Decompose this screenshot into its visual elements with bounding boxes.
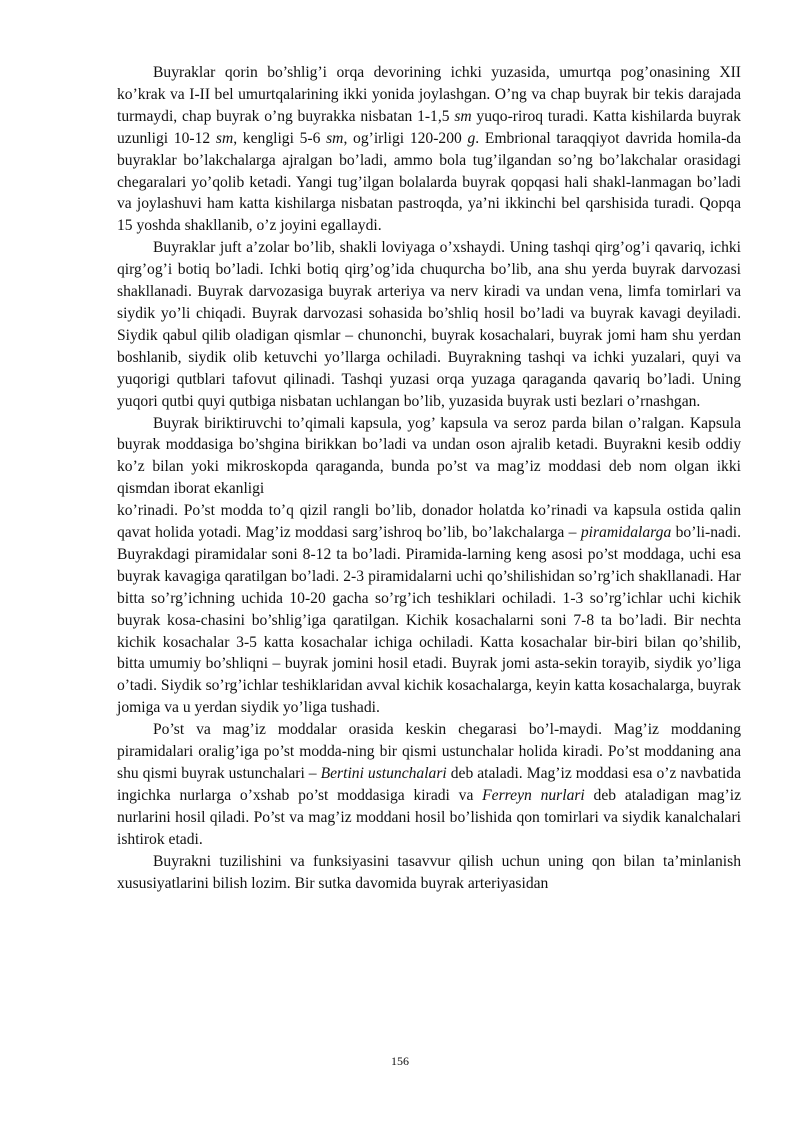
paragraph-cortex-medulla: ko’rinadi. Po’st modda to’q qizil rangli bo’lib, donador holatda ko’rinadi va kapsula ostida qalin qavat holida yotadi. Mag’iz moddasi sarg’ishroq bo’lib, bo’lakchalarga – piramidalarga bo’li-nadi. Buyrakdagi piramidalar soni 8-12 ta bo’ladi. Piramida-larning keng asosi po’st moddaga, uchi esa buyrak kavagiga qaratilgan bo’ladi. 2-3 piramidalarni uchi qo’shilishidan so’rg’ich shakllanadi. Har bitta so’rg’ichning uchida 10-20 gacha so’rg’ich teshiklari ochiladi. 1-3 so’rg’ichlar uchi kichik buyrak kosa-chasini bo’shlig’iga qaratilgan. Kichik kosachalarni soni 7-8 ta bo’ladi. Bir nechta kichik kosachalar 3-5 katta kosachalar ichiga ochiladi. Katta kosachalar bir-biri bilan qo’shilib, bitta umumiy bo’shliqni – buyrak jomini hosil etadi. Buyrak jomi asta-sekin torayib, siydik yo’liga o’tadi. Siydik so’rg’ichlar teshiklaridan avval kichik kosachalarga, keyin katta kosachalarga, buyrak jomiga va u yerdan siydik yo’liga tushadi. [117,502,741,717]
paragraph-kidney-shape: Buyraklar juft a’zolar bo’lib, shakli loviyaga o’xshaydi. Uning tashqi qirg’og’i qavariq, ichki qirg’og’i botiq bo’ladi. Ichki botiq qirg’og’ida chuqurcha bo’lib, ana shu yerda buyrak darvozasi shakllanadi. Buyrak darvozasiga buyrak arteriya va nerv kiradi va undan vena, limfa tomirlari va siydik yo’li chiqadi. Buyrak darvozasi sohasida bo’shliq hosil bo’ladi va buyrak kavagi deyiladi. Siydik qabul qilib oladigan qismlar – chunonchi, buyrak kosachalari, buyrak jomi ham shu yerdan boshlanib, siydik olib ketuvchi yo’llarga ochiladi. Buyrakning tashqi va ichki yuzalari, quyi va yuqorigi qutblari tafovut qilinadi. Tashqi yuzasi orqa yuzaga qaraganda qavariq bo’ladi. Uning yuqori qutbi quyi qutbiga nisbatan uchlangan bo’lib, yuzasida buyrak usti bezlari o’rnashgan. [117,239,741,410]
unit-g: g [467,129,476,147]
body-text [117,62,741,894]
unit-sm: sm [454,107,472,125]
term-piramidalarga: piramidalarga [580,524,672,542]
unit-sm: sm [326,129,344,147]
paragraph-renal-columns: Po’st va mag’iz moddalar orasida keskin chegarasi bo’l-maydi. Mag’iz moddaning piramidalari oralig’iga po’st modda-ning bir qismi ustunchalar holida kiradi. Po’st moddaning ana shu qismi buyrak ustunchalari – Bertini ustunchalari deb ataladi. Mag’iz moddasi esa o’z navbatida ingichka nurlarga o’xshab po’st moddasiga kiradi va Ferreyn nurlari deb ataladigan mag’iz nurlarini hosil qiladi. Po’st va mag’iz moddani hosil bo’lishida qon tomirlari va siydik kanalchalari ishtirok etadi. [117,721,741,848]
term-bertini: Bertini ustunchalari [320,765,447,782]
paragraph-kidney-location: Buyraklar qorin bo’shlig’i orqa devorining ichki yuzasida, umurtqa pog’onasining XII ko’krak va I-II bel umurtqalarining ikki yonida joylashgan. O’ng va chap buyrak bir tekis darajada turmaydi, chap buyrak o’ng buyrakka nisbatan 1-1,5 sm yuqo-riroq turadi. Katta kishilarda buyrak uzunligi 10-12 sm, kengligi 5-6 sm, og’irligi 120-200 g. Embrional taraqqiyot davrida homila-da buyraklar bo’lakchalarga ajralgan bo’ladi, ammo bola tug’ilgandan so’ng bo’lakchalar orasidagi chegaralari yo’qolib ketadi. Yangi tug’ilgan bolalarda buyrak qopqasi hali shakl-lanmagan bo’ladi va joylashuvi ham katta kishilarga nisbatan pastroqda, ya’ni ikkinchi bel qarshisida turadi. Qopqa 15 yoshda shakllanib, o’z joyini egallaydi. [117,64,741,235]
paragraph-blood-supply: Buyrakni tuzilishini va funksiyasini tasavvur qilish uchun uning qon bilan ta’minlanish xususiyatlarini bilish lozim. Bir sutka davomida buyrak arteriyasidan [117,852,741,892]
page-number: 156 [391,1054,409,1068]
unit-sm: sm [215,129,234,147]
term-ferreyn: Ferreyn nurlari [482,786,585,804]
paragraph-kidney-capsule: Buyrak biriktiruvchi to’qimali kapsula, yog’ kapsula va seroz parda bilan o’ralgan. Kapsula buyrak moddasiga bo’shgina birikkan bo’ladi va undan oson ajralib ketadi. Buyrakni kesib oddiy ko’z bilan yoki mikroskopda qaraganda, bunda po’st va mag’iz moddasi deb nom olgan ikki qismdan iborat ekanligi [117,414,741,498]
